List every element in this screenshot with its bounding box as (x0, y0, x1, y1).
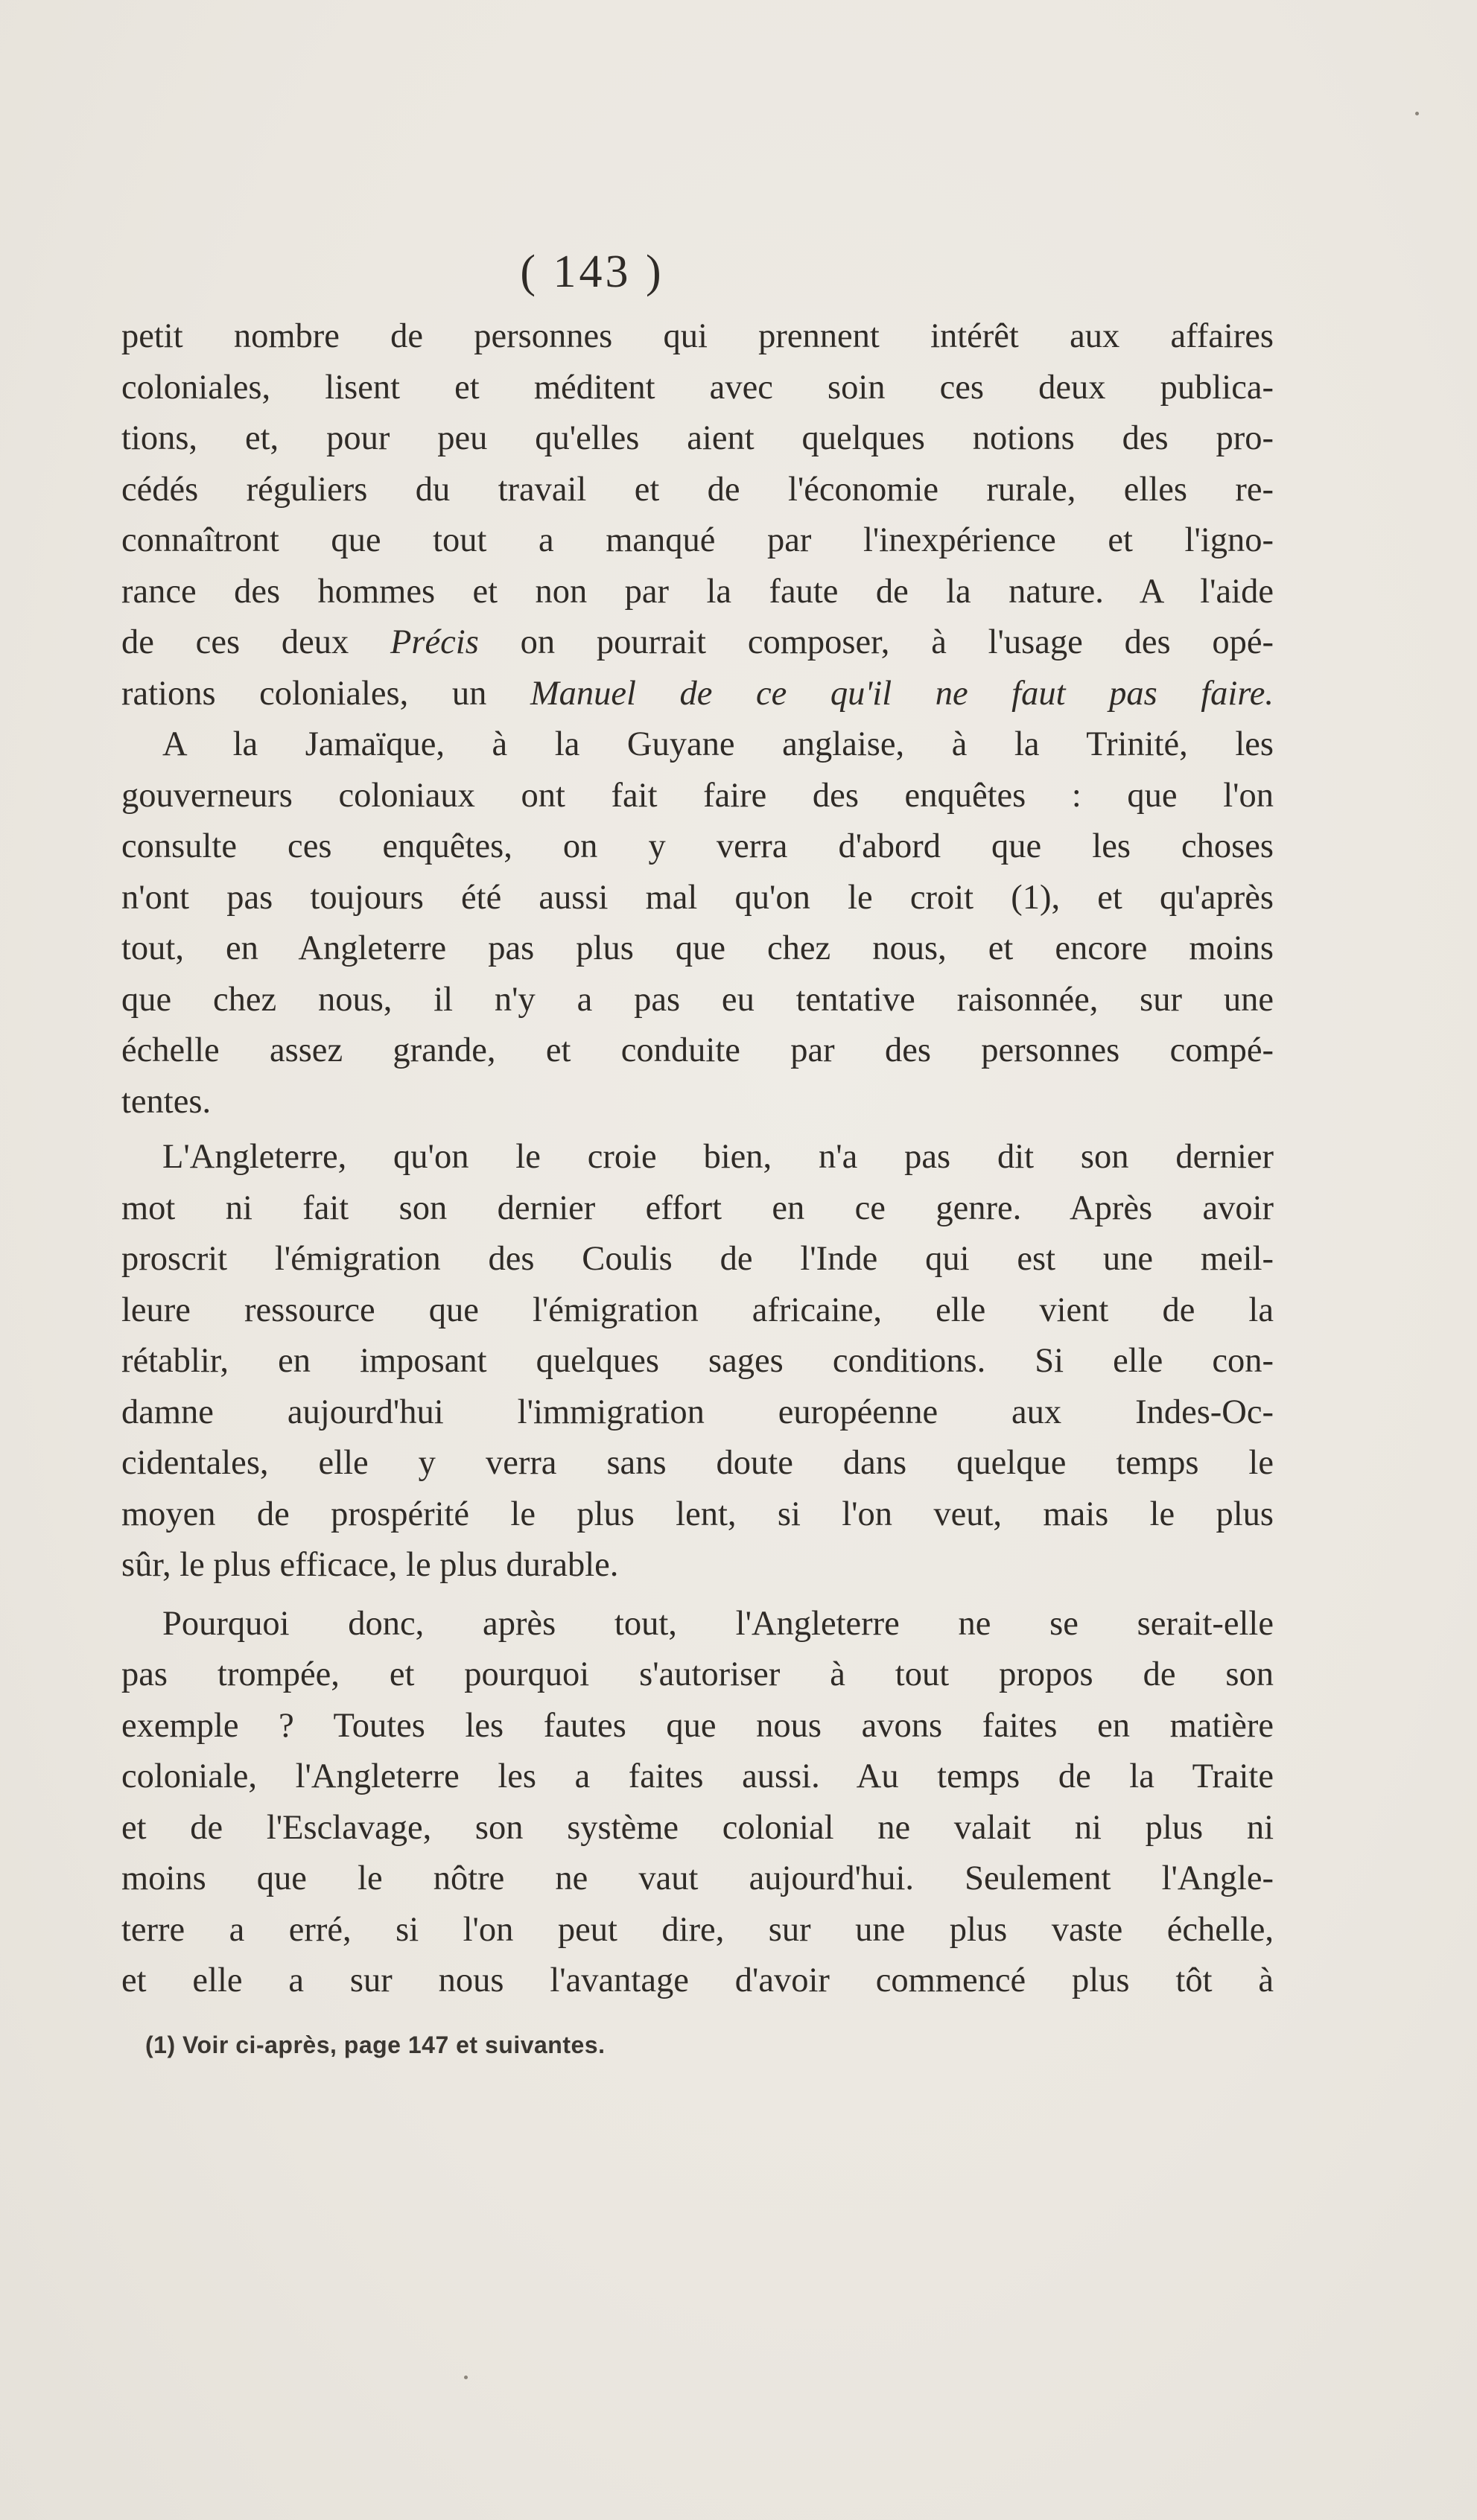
text-line: rance des hommes et non par la faute de la nature. A l'aide (121, 572, 1274, 611)
text-fragment: on pourrait composer, à l'usage des opé- (478, 623, 1274, 661)
paragraph-2 (121, 719, 1274, 1127)
text-line: n'ont pas toujours été aussi mal qu'on le croit (1), et qu'après (121, 878, 1274, 917)
paper-speck (1415, 112, 1419, 115)
page-number: ( 143 ) (520, 246, 664, 297)
text-line: tentes. (121, 1082, 212, 1121)
text-line: gouverneurs coloniaux ont fait faire des enquêtes : que l'on (121, 776, 1274, 815)
text-line: terre a erré, si l'on peut dire, sur une plus vaste échelle, (121, 1910, 1274, 1949)
text-line (121, 617, 1274, 669)
text-line: cédés réguliers du travail et de l'économie rurale, elles re- (121, 470, 1274, 509)
text-line: L'Angleterre, qu'on le croie bien, n'a pas dit son dernier (162, 1138, 1274, 1176)
text-line: mot ni fait son dernier effort en ce genre. Après avoir (121, 1189, 1274, 1227)
text-line: leure ressource que l'émigration africaine, elle vient de la (121, 1291, 1274, 1329)
text-line: moins que le nôtre ne vaut aujourd'hui. Seulement l'Angle- (121, 1859, 1274, 1897)
footnote: (1) Voir ci-après, page 147 et suivantes. (145, 2031, 606, 2058)
text-fragment: de ces deux (121, 623, 391, 661)
italic-title-precis: Précis (390, 623, 479, 661)
text-line: A la Jamaïque, à la Guyane anglaise, à la Trinité, les (162, 725, 1274, 763)
text-line (121, 669, 1274, 720)
body-text (121, 311, 1274, 2007)
paragraph-3 (121, 1132, 1274, 1591)
text-line: damne aujourd'hui l'immigration européenne aux Indes-Oc- (121, 1393, 1274, 1431)
text-line: sûr, le plus efficace, le plus durable. (121, 1546, 619, 1584)
text-line: proscrit l'émigration des Coulis de l'Inde qui est une meil- (121, 1240, 1274, 1278)
text-fragment: rations coloniales, un (121, 674, 530, 713)
paragraph-4 (121, 1599, 1274, 2007)
text-line: consulte ces enquêtes, on y verra d'abord que les choses (121, 827, 1274, 865)
text-line: tout, en Angleterre pas plus que chez nous, et encore moins (121, 929, 1274, 967)
text-line: cidentales, elle y verra sans doute dans quelque temps le (121, 1444, 1274, 1482)
text-line: échelle assez grande, et conduite par des personnes compé- (121, 1031, 1274, 1069)
text-line: rétablir, en imposant quelques sages conditions. Si elle con- (121, 1342, 1274, 1380)
paper-speck (464, 2376, 468, 2379)
text-line: Pourquoi donc, après tout, l'Angleterre ne se serait-elle (162, 1604, 1274, 1643)
text-line: pas trompée, et pourquoi s'autoriser à tout propos de son (121, 1655, 1274, 1693)
text-line: coloniale, l'Angleterre les a faites aussi. Au temps de la Traite (121, 1757, 1274, 1795)
text-line: petit nombre de personnes qui prennent intérêt aux affaires (121, 317, 1274, 355)
text-line: exemple ? Toutes les fautes que nous avons faites en matière (121, 1706, 1274, 1745)
paragraph-1 (121, 311, 1274, 719)
text-line: et de l'Esclavage, son système colonial ne valait ni plus ni (121, 1808, 1274, 1847)
text-line: que chez nous, il n'y a pas eu tentative raisonnée, sur une (121, 980, 1274, 1019)
text-line: coloniales, lisent et méditent avec soin ces deux publica- (121, 368, 1274, 407)
text-line: et elle a sur nous l'avantage d'avoir commencé plus tôt à (121, 1961, 1274, 1999)
italic-title-manuel: Manuel de ce qu'il ne faut pas faire. (530, 674, 1274, 713)
text-line: connaîtront que tout a manqué par l'inexpérience et l'igno- (121, 521, 1274, 559)
text-line: tions, et, pour peu qu'elles aient quelques notions des pro- (121, 419, 1274, 457)
text-line: moyen de prospérité le plus lent, si l'on veut, mais le plus (121, 1495, 1274, 1533)
